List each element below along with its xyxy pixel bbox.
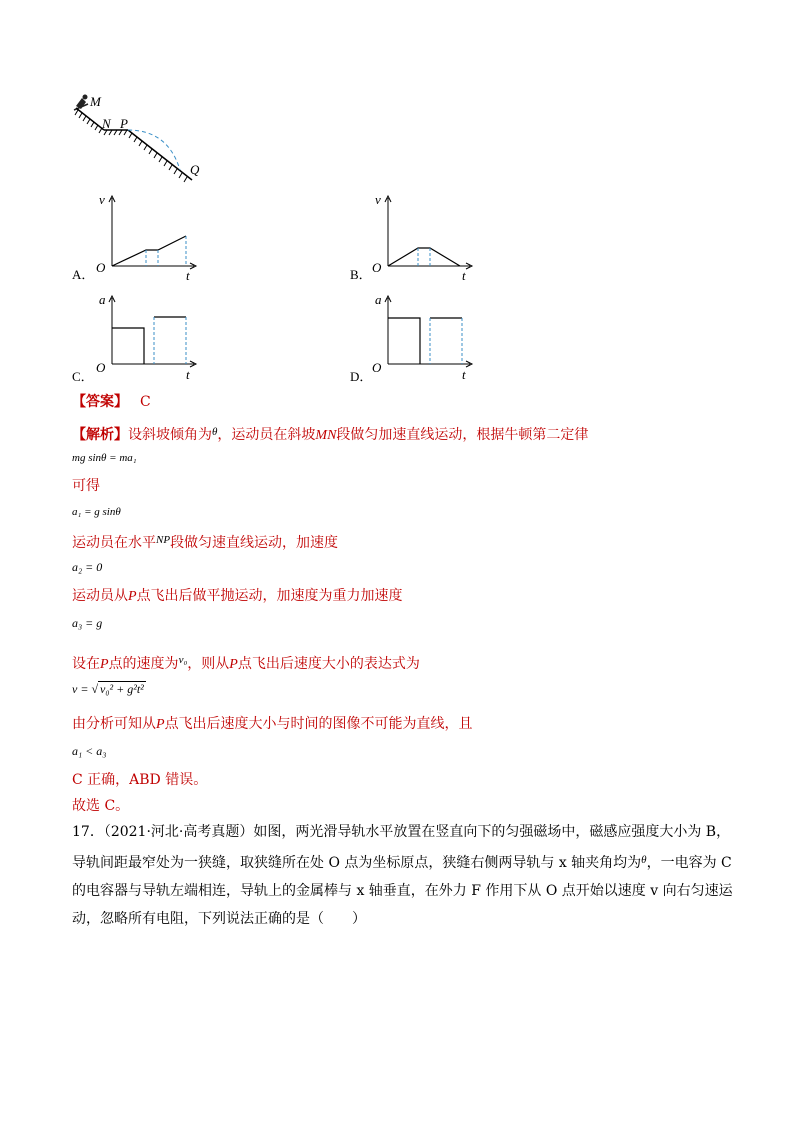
option-d-ylabel: a	[375, 292, 382, 307]
answer-tag: 【答案】	[72, 394, 128, 410]
equation-5-root: v₀² + g²t²	[100, 682, 144, 696]
label-q: Q	[190, 162, 200, 177]
equation-6: a₁ < a₃	[72, 744, 107, 758]
question-17-line-4: 动，忽略所有电阻，下列说法正确的是（ ）	[72, 911, 366, 927]
option-c-xlabel: t	[186, 367, 190, 382]
analysis-line-1	[72, 422, 588, 446]
equation-5-left: v =	[72, 682, 92, 696]
analysis-text: 由分析可知从	[72, 716, 156, 732]
analysis-text: 段做匀加速直线运动，根据牛顿第二定律	[336, 427, 589, 443]
slope-figure	[68, 92, 218, 187]
option-b-xlabel: t	[462, 268, 466, 282]
option-a-letter: A．	[72, 267, 95, 282]
question-17-line-3: 的电容器与导轨左端相连，导轨上的金属棒与 x 轴垂直，在外力 F 作用下从 O 点开始以速度 v 向右匀速运	[72, 883, 733, 899]
analysis-line-8: 故选 C。	[72, 798, 130, 814]
analysis-text: 段做匀速直线运动，加速度	[170, 535, 339, 551]
theta-symbol: θ	[641, 854, 647, 866]
answer-value: C	[140, 394, 151, 410]
option-a-graph	[90, 190, 200, 282]
option-c-origin: O	[96, 360, 106, 375]
question-text: 导轨间距最窄处为一狭缝，取狭缝所在处 O 点为坐标原点，狭缝右侧两导轨与 x 轴夹角均为	[72, 855, 642, 871]
analysis-line-7: C 正确，ABD 错误。	[72, 772, 208, 788]
label-m: M	[90, 94, 101, 109]
question-17-line-1: 17．（2021·河北·高考真题）如图，两光滑导轨水平放置在竖直向下的匀强磁场中，磁感应强度大小为 B，	[72, 824, 731, 840]
analysis-text: 点的速度为	[108, 656, 179, 672]
option-b-ylabel: v	[375, 192, 381, 207]
theta-symbol: θ	[212, 426, 218, 438]
analysis-text: 设斜坡倾角为	[128, 427, 212, 443]
option-c-ylabel: a	[99, 292, 106, 307]
mn-symbol: MN	[315, 428, 337, 443]
analysis-text: 点飞出后速度大小与时间的图像不可能为直线，且	[164, 716, 473, 732]
question-17	[72, 818, 732, 933]
analysis-line-6	[72, 714, 473, 735]
v0-symbol: v₀	[178, 654, 188, 666]
option-c-letter: C．	[72, 369, 94, 384]
answer-line	[72, 392, 151, 412]
option-a-ylabel: v	[99, 192, 105, 207]
option-a-origin: O	[96, 260, 106, 275]
label-p: P	[120, 116, 128, 131]
option-b-graph	[366, 190, 476, 282]
equation-5: v = √ v₀² + g²t²	[72, 682, 144, 696]
analysis-text: ，运动员在斜坡	[217, 427, 316, 443]
p-symbol: P	[100, 657, 109, 672]
analysis-text: ，则从	[187, 656, 230, 672]
analysis-line-2: 可得	[72, 478, 100, 494]
np-symbol: NP	[156, 534, 171, 546]
option-b-origin: O	[372, 260, 382, 275]
option-a-xlabel: t	[186, 268, 190, 282]
option-b-letter: B．	[350, 267, 372, 282]
label-n: N	[102, 116, 111, 131]
option-d-origin: O	[372, 360, 382, 375]
analysis-text: 运动员在水平	[72, 535, 156, 551]
equation-1: mg sinθ = ma₁	[72, 452, 137, 464]
analysis-text: 点飞出后速度大小的表达式为	[237, 656, 420, 672]
skier-icon	[74, 95, 88, 111]
analysis-line-3	[72, 530, 338, 553]
option-c-graph	[90, 290, 200, 382]
analysis-line-5	[72, 650, 420, 675]
analysis-tag: 【解析】	[72, 427, 128, 443]
analysis-text: 运动员从	[72, 588, 128, 604]
analysis-text: 点飞出后做平抛运动，加速度为重力加速度	[136, 588, 403, 604]
p-symbol: P	[229, 657, 238, 672]
p-symbol: P	[156, 717, 165, 732]
option-d-letter: D．	[350, 369, 373, 384]
equation-3: a₂ = 0	[72, 560, 103, 574]
p-symbol: P	[128, 589, 137, 604]
option-d-graph	[366, 290, 476, 382]
equation-4: a₃ = g	[72, 616, 103, 630]
analysis-text: 设在	[72, 656, 100, 672]
analysis-line-4	[72, 586, 403, 607]
option-d-xlabel: t	[462, 367, 466, 382]
question-17-line-2	[72, 846, 732, 877]
equation-2: a₁ = g sinθ	[72, 506, 121, 518]
question-text: ，一电容为 C	[646, 855, 732, 871]
